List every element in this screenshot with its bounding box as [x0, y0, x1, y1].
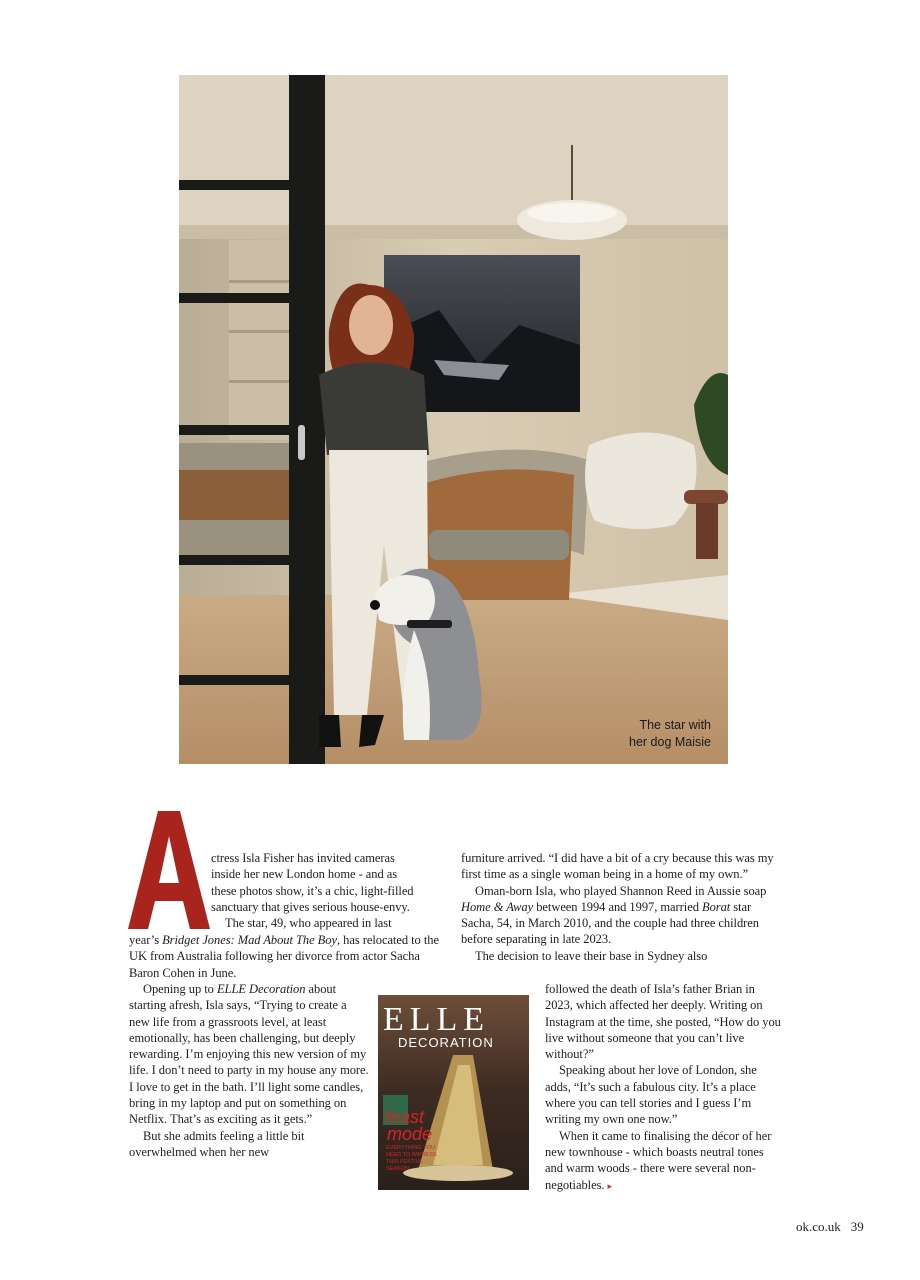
p6-text: between 1994 and 1997, married — [533, 899, 702, 914]
intro-lines — [211, 850, 451, 931]
photo-caption — [629, 717, 711, 751]
end-mark-icon: ▸ — [607, 1180, 612, 1191]
drop-cap-letter: A — [169, 921, 170, 922]
paragraph-5: furniture arrived. “I did have a bit of a cry because this was my first time as a single woman being in a home of my own.” — [461, 851, 774, 882]
paragraph-7: followed the death of Isla’s father Brian in 2023, which affected her deeply. Writing on Instagram at the time, she posted, “How do you live without someone that you can’t live without?” — [545, 982, 781, 1062]
magazine-title: ELLE Decoration — [216, 982, 306, 996]
feature-photo — [179, 75, 728, 764]
column-2-bottom — [545, 981, 781, 1194]
show-title: Home & Away — [461, 899, 534, 914]
intro-line: these photos show, it’s a chic, light-filled — [211, 883, 414, 898]
cover-subline: SEASON — [386, 1166, 409, 1172]
magazine-cover — [378, 995, 529, 1190]
paragraph-8: Speaking about her love of London, she adds, “It’s such a fabulous city. It’s a place where you can tell stories and I guess I’m writing my own one now.” — [545, 1063, 757, 1127]
page-footer — [796, 1219, 864, 1235]
intro-line: ctress Isla Fisher has invited cameras — [211, 851, 395, 865]
column-2-top — [461, 850, 781, 964]
site-name: ok.co.uk — [796, 1219, 841, 1234]
intro-line: The star, 49, who appeared in last — [225, 916, 392, 931]
intro-line: inside her new London home - and as — [211, 867, 398, 882]
p6-text: star Sacha, 54, in March 2010, and the couple had three children before separating in late 2023. — [461, 899, 759, 947]
paragraph-7-start: The decision to leave their base in Sydney also — [475, 948, 708, 963]
paragraph-4: But she admits feeling a little bit overwhelmed when her new — [129, 1128, 305, 1159]
paragraph-9: When it came to finalising the décor of her new townhouse - which boasts neutral tones and warm woods - there were several non-negotiables. — [545, 1128, 772, 1192]
intro-line: sanctuary that gives serious house-envy. — [211, 899, 410, 914]
caption-line-1: The star with — [639, 718, 711, 732]
living-room-photo — [179, 75, 728, 764]
p3-text: Opening up to — [143, 982, 217, 996]
film-title: Bridget Jones: Mad About The Boy — [162, 933, 337, 947]
cover-feature-2: mode — [387, 1124, 433, 1144]
paragraph-3 — [129, 981, 369, 1160]
film-title: Borat — [701, 899, 731, 914]
p3-text: about starting afresh, Isla says, “Trying to create a new life from a grassroots level, at least emotionally, has been challenging, but deeply rewarding. I’m enjoying this new version of my life. I don’t need to party in my house any more. I love to get in the bath. I’ll light some candles, bring in my laptop and put on something on Netflix. That’s as exciting as it gets.” — [129, 982, 369, 1127]
paragraph-2 — [129, 932, 451, 981]
p6-text: Oman-born Isla, who played Shannon Reed in Aussie soap — [475, 883, 767, 898]
magazine-brand-bottom: DECORATION — [398, 1035, 494, 1050]
cover-subline: NEED TO IMPRESS — [386, 1152, 437, 1158]
page-number: 39 — [850, 1219, 864, 1234]
caption-line-2: her dog Maisie — [629, 735, 711, 749]
p2-text: year’s — [129, 933, 163, 947]
drop-cap — [128, 811, 210, 929]
p2-text: , has relocated to the UK from Australia following her divorce from actor Sacha Baron Cohen in June. — [129, 933, 439, 980]
cover-feature-1: feast — [385, 1107, 425, 1127]
cover-subline: EVERYTHING YOU — [386, 1145, 436, 1151]
magazine-brand-top: ELLE — [383, 1001, 491, 1038]
cover-subline: THIS FESTIVE — [386, 1159, 423, 1165]
